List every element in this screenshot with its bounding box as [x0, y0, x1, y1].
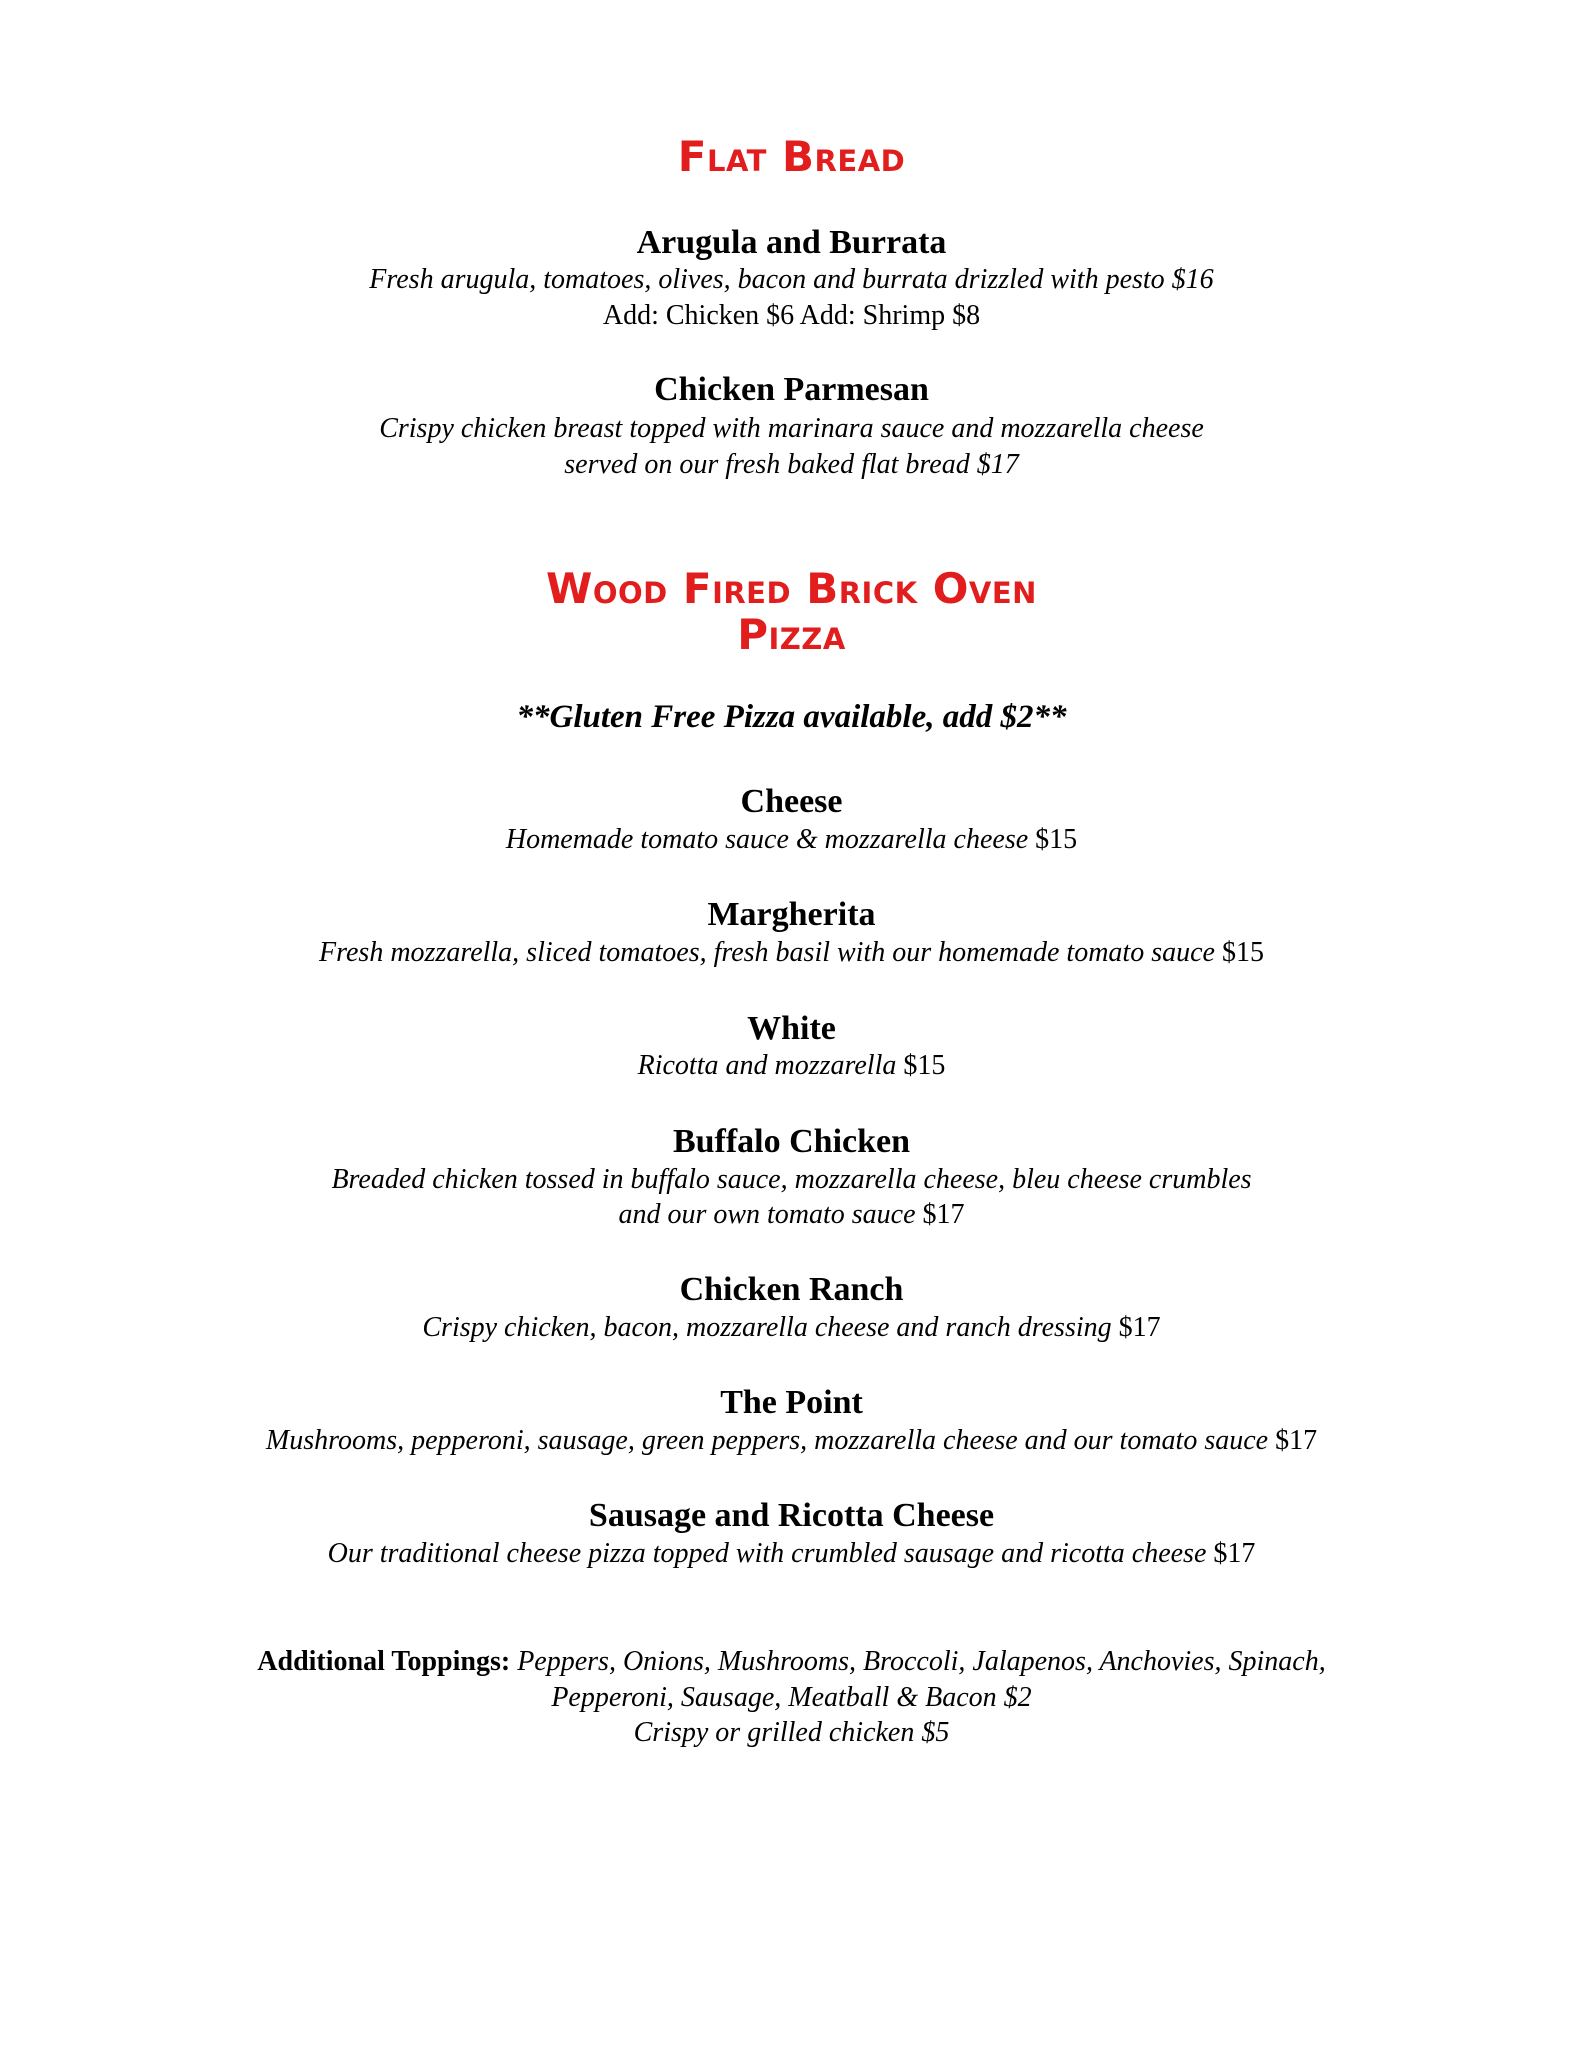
item-name-chicken-ranch: Chicken Ranch	[679, 1271, 904, 1308]
item-desc-the-point: Mushrooms, pepperoni, sausage, green peppers, mozzarella cheese and our tomato sauce $17	[265, 1425, 1318, 1456]
additional-toppings-line2: Pepperoni, Sausage, Meatball & Bacon $2	[551, 1682, 1032, 1713]
item-desc-white: Ricotta and mozzarella $15	[637, 1050, 946, 1081]
item-desc-chicken-parmesan-line2: served on our fresh baked flat bread $17	[564, 449, 1019, 480]
item-price-the-point: $17	[1275, 1425, 1318, 1456]
gluten-free-notice: **Gluten Free Pizza available, add $2**	[516, 699, 1067, 735]
item-price-cheese: $15	[1035, 824, 1078, 855]
item-name-margherita: Margherita	[707, 896, 876, 933]
item-addons-arugula-burrata: Add: Chicken $6 Add: Shrimp $8	[602, 300, 981, 331]
additional-toppings-line1: Additional Toppings: Peppers, Onions, Mushrooms, Broccoli, Jalapenos, Anchovies, Spinach,	[257, 1646, 1326, 1677]
item-desc-cheese: Homemade tomato sauce & mozzarella cheese $15	[505, 824, 1078, 855]
item-price-chicken-ranch: $17	[1118, 1312, 1161, 1343]
item-price-buffalo-chicken: $17	[922, 1199, 965, 1230]
item-name-chicken-parmesan: Chicken Parmesan	[654, 371, 929, 408]
item-name-sausage-ricotta: Sausage and Ricotta Cheese	[588, 1497, 995, 1534]
item-price-white: $15	[903, 1050, 946, 1081]
additional-toppings-line3: Crispy or grilled chicken $5	[633, 1717, 950, 1748]
item-name-white: White	[747, 1010, 836, 1047]
item-price-sausage-ricotta: $17	[1213, 1538, 1256, 1569]
item-desc-chicken-ranch: Crispy chicken, bacon, mozzarella cheese and ranch dressing $17	[422, 1312, 1161, 1343]
additional-toppings-label: Additional Toppings:	[257, 1646, 511, 1677]
item-desc-chicken-parmesan-line1: Crispy chicken breast topped with marinara sauce and mozzarella cheese	[379, 413, 1204, 444]
item-desc-buffalo-chicken-line1: Breaded chicken tossed in buffalo sauce, mozzarella cheese, bleu cheese crumbles	[331, 1164, 1252, 1195]
item-name-cheese: Cheese	[740, 783, 843, 820]
item-name-the-point: The Point	[720, 1384, 863, 1421]
item-desc-sausage-ricotta: Our traditional cheese pizza topped with crumbled sausage and ricotta cheese $17	[327, 1538, 1256, 1569]
item-name-arugula-burrata: Arugula and Burrata	[636, 224, 947, 261]
item-desc-margherita: Fresh mozzarella, sliced tomatoes, fresh basil with our homemade tomato sauce $15	[319, 937, 1264, 968]
section-title-pizza-line2: Pizza	[737, 610, 846, 659]
item-price-margherita: $15	[1221, 937, 1264, 968]
item-desc-buffalo-chicken-line2: and our own tomato sauce $17	[618, 1199, 965, 1230]
item-desc-arugula-burrata: Fresh arugula, tomatoes, olives, bacon and burrata drizzled with pesto $16	[369, 264, 1214, 295]
section-title-flat-bread: Flat Bread	[677, 132, 906, 181]
section-title-pizza-line1: Wood Fired Brick Oven	[546, 564, 1037, 613]
item-name-buffalo-chicken: Buffalo Chicken	[672, 1123, 911, 1160]
